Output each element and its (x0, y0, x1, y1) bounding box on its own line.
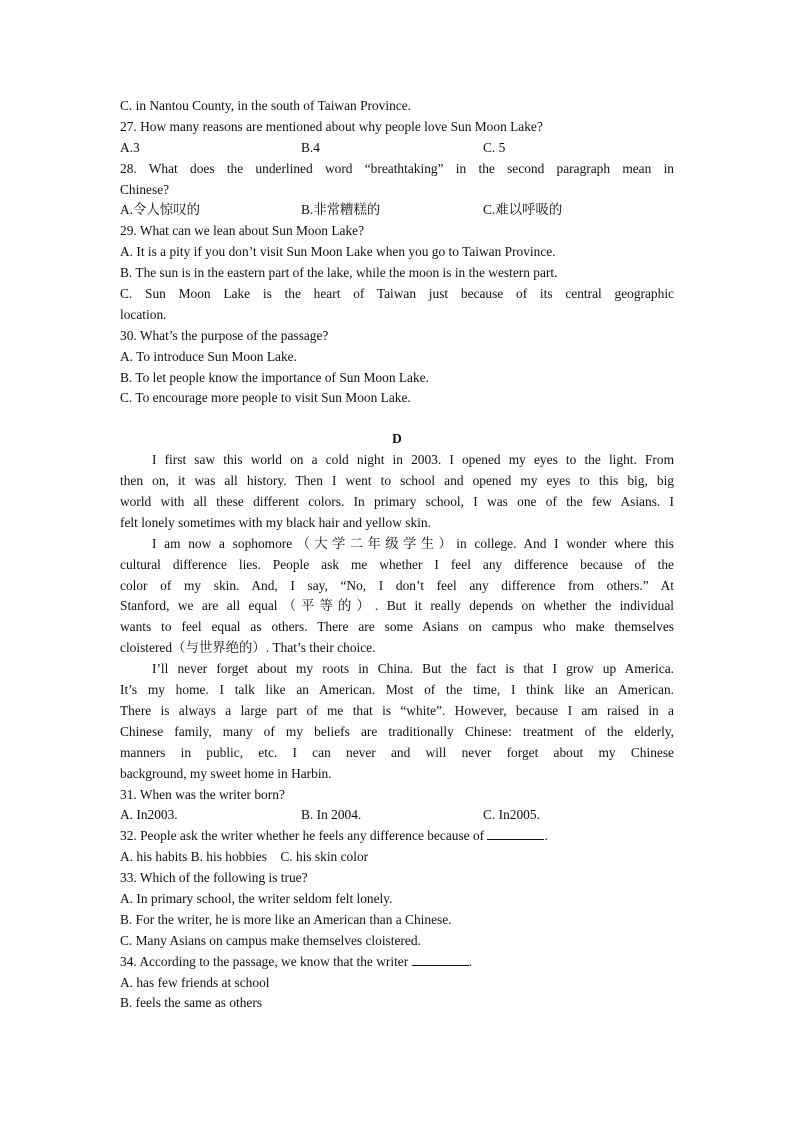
q27-option-a: A.3 (120, 139, 140, 155)
q27-option-c: C. 5 (483, 139, 506, 155)
q32-question-line (120, 826, 674, 847)
q29-option-b: B. The sun is in the eastern part of the lake, while the moon is in the western part. (120, 265, 558, 281)
q31-option-a: A. In2003. (120, 807, 178, 823)
section-d-title: D (392, 431, 402, 447)
passage-line: cultural difference lies. People ask me whether I feel any difference because of the (120, 556, 674, 572)
q28-options (120, 200, 674, 221)
q29-option-c-line2: location. (120, 306, 167, 322)
q31-question: 31. When was the writer born? (120, 786, 285, 802)
q29-option-c-line1: C. Sun Moon Lake is the heart of Taiwan just because of its central geographic (120, 286, 674, 302)
passage-line: manners in public, etc. I can never and will never forget about my Chinese (120, 744, 674, 760)
passage-line: then on, it was all history. Then I went to school and opened my eyes to this big, big (120, 473, 674, 489)
q29-question: 29. What can we lean about Sun Moon Lake? (120, 223, 365, 239)
q30-option-b: B. To let people know the importance of Sun Moon Lake. (120, 369, 429, 385)
q28-option-c: C.难以呼吸的 (483, 202, 563, 218)
passage-line: felt lonely sometimes with my black hair and yellow skin. (120, 514, 431, 530)
passage-line: world with all these different colors. In primary school, I was one of the few Asians. I (120, 494, 674, 510)
passage-line: There is always a large part of me that is “white”. However, because I am raised in a (120, 702, 674, 718)
passage-line: wants to feel equal as others. There are some Asians on campus who make themselves (120, 619, 674, 635)
q33-option-b: B. For the writer, he is more like an American than a Chinese. (120, 911, 452, 927)
q28-question-line1: 28. What does the underlined word “breathtaking” in the second paragraph mean in (120, 160, 674, 176)
q34-option-b: B. feels the same as others (120, 995, 263, 1011)
passage-line: Stanford, we are all equal（平等的）. But it really depends on whether the individual (120, 598, 674, 614)
passage-line: It’s my home. I talk like an American. Most of the time, I think like an American. (120, 682, 674, 698)
q34-question: 34. According to the passage, we know that the writer (120, 953, 409, 969)
q27-options (120, 138, 674, 159)
q31-options (120, 805, 674, 826)
q30-question: 30. What’s the purpose of the passage? (120, 327, 329, 343)
q29-option-a: A. It is a pity if you don’t visit Sun Moon Lake when you go to Taiwan Province. (120, 244, 556, 260)
q30-option-c: C. To encourage more people to visit Sun Moon Lake. (120, 390, 411, 406)
q34-question-end: . (468, 953, 472, 969)
passage-line: cloistered（与世界绝的）. That’s their choice. (120, 640, 376, 656)
q33-option-a: A. In primary school, the writer seldom felt lonely. (120, 890, 393, 906)
q33-option-c: C. Many Asians on campus make themselves cloistered. (120, 932, 421, 948)
q28-option-b: B.非常糟糕的 (301, 202, 381, 218)
q32-question: 32. People ask the writer whether he feels any difference because of (120, 828, 485, 844)
q30-option-a: A. To introduce Sun Moon Lake. (120, 348, 297, 364)
passage-line: I first saw this world on a cold night in 2003. I opened my eyes to the light. From (152, 452, 674, 468)
q34-question-line (120, 952, 674, 973)
q26-option-c: C. in Nantou County, in the south of Taiwan Province. (120, 98, 412, 113)
q34-option-a: A. has few friends at school (120, 974, 270, 990)
q33-question: 33. Which of the following is true? (120, 870, 308, 886)
q32-answer-blank (487, 826, 544, 840)
document-content (120, 96, 674, 1014)
q32-question-end: . (544, 828, 548, 844)
passage-line: I’ll never forget about my roots in China. But the fact is that I grow up America. (152, 661, 674, 677)
q34-answer-blank (412, 952, 469, 966)
q28-question-line2: Chinese? (120, 181, 170, 197)
q27-question: 27. How many reasons are mentioned about why people love Sun Moon Lake? (120, 118, 543, 134)
passage-line: Chinese family, many of my beliefs are traditionally Chinese: treatment of the elderly, (120, 723, 674, 739)
q31-option-b: B. In 2004. (301, 807, 362, 823)
passage-line: color of my skin. And, I say, “No, I don’t feel any difference from others.” At (120, 577, 674, 593)
q28-option-a: A.令人惊叹的 (120, 202, 200, 218)
passage-line: I am now a sophomore（大学二年级学生）in college. And I wonder where this (152, 535, 674, 551)
passage-line: background, my sweet home in Harbin. (120, 765, 332, 781)
q27-option-b: B.4 (301, 139, 320, 155)
q31-option-c: C. In2005. (483, 807, 540, 823)
q32-options: A. his habits B. his hobbies C. his skin color (120, 849, 369, 865)
section-d-passage (120, 450, 674, 784)
